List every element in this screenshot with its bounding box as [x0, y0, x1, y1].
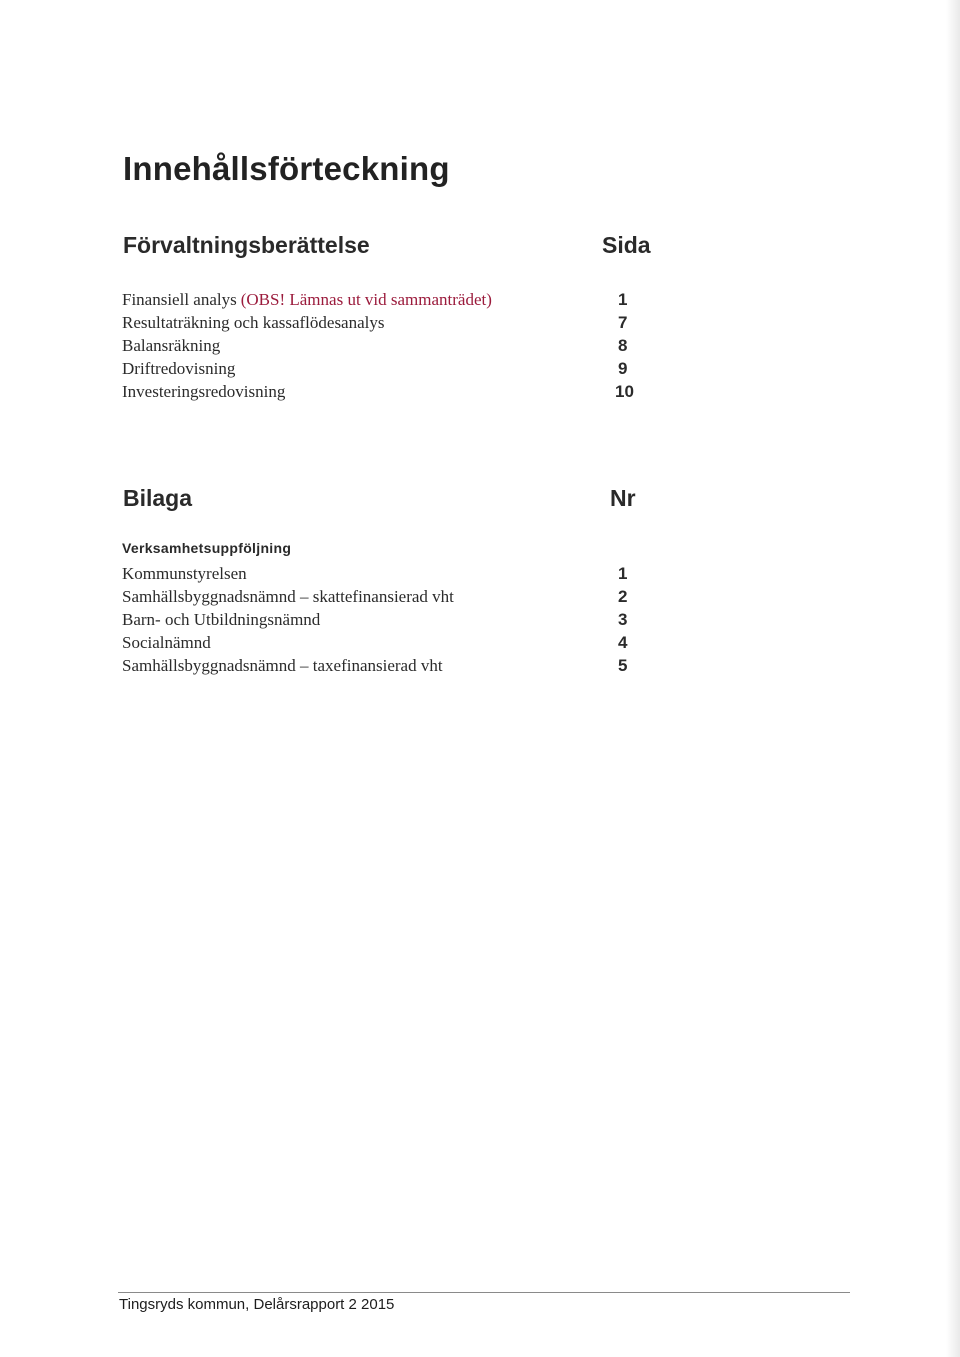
toc-item-note: (OBS! Lämnas ut vid sammanträdet)	[240, 290, 492, 309]
appendix-list	[122, 562, 642, 677]
toc-row[interactable]	[122, 334, 642, 357]
appendix-item-label: Socialnämnd	[122, 633, 211, 652]
management-report-heading: Förvaltningsberättelse	[123, 232, 370, 258]
document-title: Innehållsförteckning	[123, 150, 450, 187]
toc-item-label: Balansräkning	[122, 336, 221, 355]
appendix-item-number: 3	[618, 610, 628, 629]
appendix-item-number: 2	[618, 587, 628, 606]
appendix-row[interactable]	[122, 631, 642, 654]
appendix-heading: Bilaga	[123, 485, 193, 511]
toc-row[interactable]	[122, 380, 642, 403]
appendix-item-number: 1	[618, 564, 628, 583]
toc-row[interactable]	[122, 288, 642, 311]
appendix-item-number: 4	[618, 633, 628, 652]
appendix-row[interactable]	[122, 585, 642, 608]
footer-divider	[118, 1292, 850, 1293]
footer-text: Tingsryds kommun, Delårsrapport 2 2015	[119, 1296, 395, 1313]
toc-item-page: 10	[615, 382, 634, 401]
management-report-list	[122, 288, 642, 403]
toc-item-page: 7	[618, 313, 628, 332]
toc-item-page: 1	[618, 290, 628, 309]
appendix-row[interactable]	[122, 654, 642, 677]
toc-item-label: Driftredovisning	[122, 359, 236, 378]
appendix-item-label: Samhällsbyggnadsnämnd – skattefinansierad vht	[122, 587, 454, 606]
toc-item-label: Investeringsredovisning	[122, 382, 286, 401]
page-column-heading: Sida	[602, 232, 651, 258]
appendix-row[interactable]	[122, 608, 642, 631]
page-edge-shadow	[946, 0, 960, 1357]
toc-item-page: 9	[618, 359, 628, 378]
toc-item-label: Finansiell analys	[122, 290, 237, 309]
appendix-item-label: Barn- och Utbildningsnämnd	[122, 610, 321, 629]
appendix-item-label: Kommunstyrelsen	[122, 564, 247, 583]
appendix-item-label: Samhällsbyggnadsnämnd – taxefinansierad vht	[122, 656, 443, 675]
toc-item-page: 8	[618, 336, 628, 355]
toc-row[interactable]	[122, 311, 642, 334]
appendix-row[interactable]	[122, 562, 642, 585]
appendix-item-number: 5	[618, 656, 628, 675]
toc-row[interactable]	[122, 357, 642, 380]
toc-item-label: Resultaträkning och kassaflödesanalys	[122, 313, 385, 332]
number-column-heading: Nr	[610, 485, 636, 511]
appendix-subheading: Verksamhetsuppföljning	[122, 540, 292, 556]
